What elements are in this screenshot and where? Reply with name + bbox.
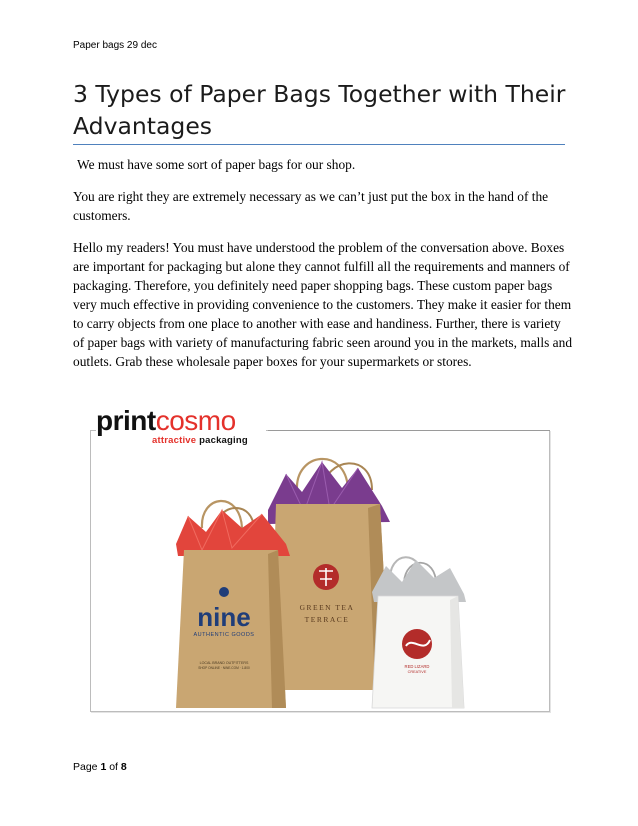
footer-page-label: Page (73, 761, 98, 773)
middle-bag-text-2: TERRACE (304, 615, 350, 624)
right-bag-text-1: RED LIZARD (404, 664, 430, 669)
logo-wordmark (96, 406, 236, 436)
document-title: 3 Types of Paper Bags Together with Their Advantages (73, 80, 566, 140)
logo-word-cosmo: cosmo (155, 405, 236, 436)
page-header: Paper bags 29 dec (73, 40, 157, 51)
paragraph-2: You are right they are extremely necessary as we can’t just put the box in the hand of the customers. (73, 189, 549, 223)
logo-word-print: print (96, 405, 156, 436)
middle-bag-text-1: GREEN TEA (299, 603, 355, 612)
footer-page-total: 8 (120, 761, 127, 773)
left-bag-small-1: LOCAL BRAND OUTFITTERS (199, 661, 249, 665)
title-underline (73, 144, 565, 145)
logo-tag-attractive: attractive (152, 435, 197, 446)
paper-bags-illustration (90, 432, 548, 712)
figure-top-rule (268, 430, 550, 431)
right-bag-text-2: CREATIVE (407, 670, 427, 674)
logo-tagline (152, 435, 248, 446)
paragraph-1: We must have some sort of paper bags for our shop. (77, 157, 356, 172)
left-bag-brand: nine (197, 602, 251, 632)
paragraph-3: Hello my readers! You must have understood the problem of the conversation above. Boxes are important for packaging but alone they cannot fulfill all the requirements and manners of packaging. Therefore, you definitely need paper shopping bags. These custom paper bags very much effective in providing convenience to the customers. They make it easier for them to carry objects from one place to another with ease and handiness. Further, there is variety of paper bags with variety of manufacturing fabric seen around you in the markets, malls and outlets. Grab these wholesale paper boxes for your supermarkets or stores. (73, 240, 573, 369)
footer-page-number: 1 (100, 761, 107, 773)
logo-tag-packaging: packaging (199, 435, 248, 446)
left-bag-small-2: SHOP ONLINE · NINE.COM · 1-800 (198, 666, 250, 670)
paper-bags-figure (90, 402, 550, 712)
footer-of-label: of (109, 761, 118, 773)
printcosmo-logo (96, 406, 266, 452)
page-footer (73, 761, 127, 773)
right-bag (372, 557, 466, 708)
middle-bag (268, 459, 390, 690)
left-bag-sub: AUTHENTIC GOODS (193, 632, 255, 638)
left-bag (176, 501, 290, 708)
